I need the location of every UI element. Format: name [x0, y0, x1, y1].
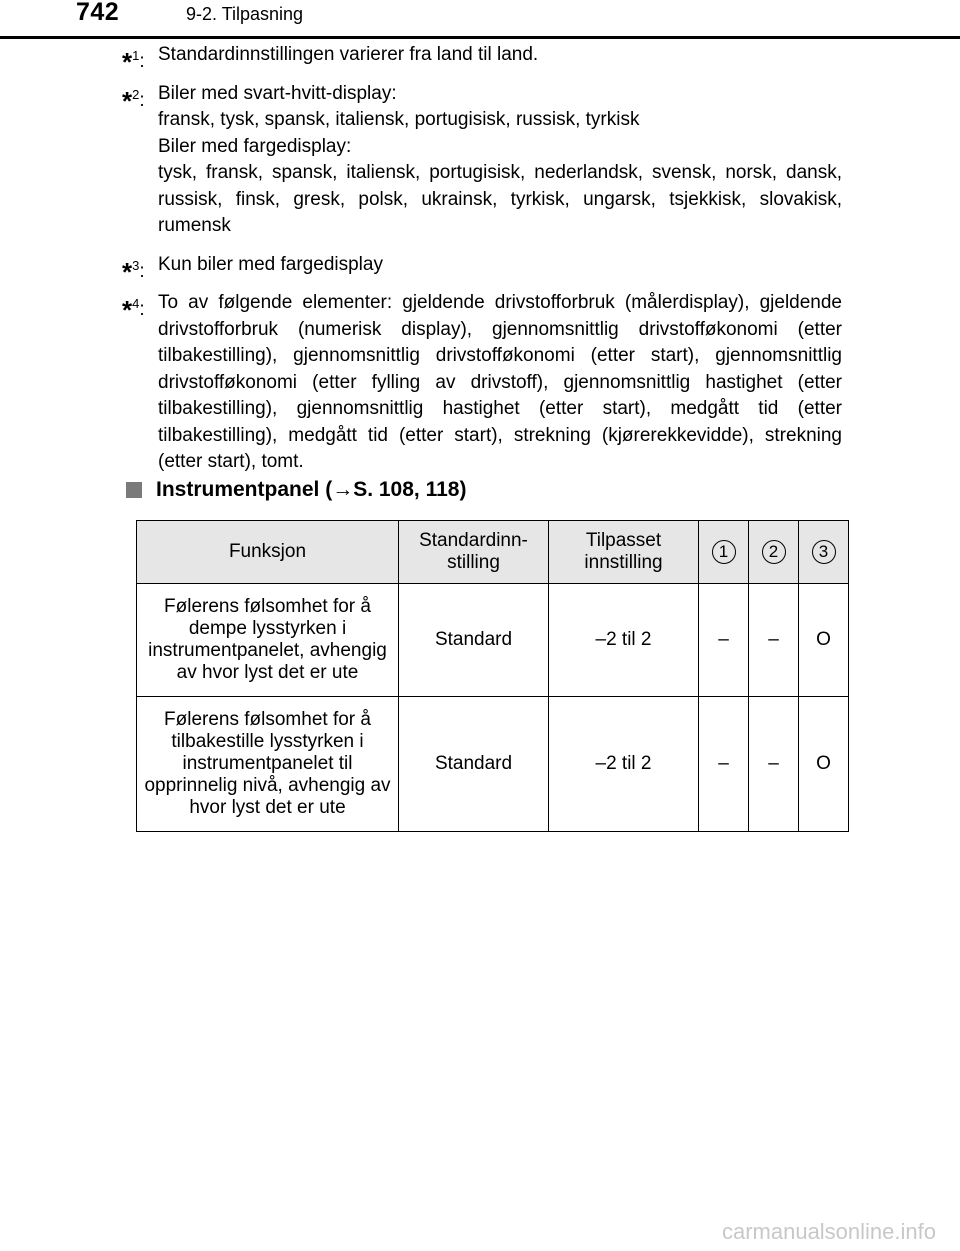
footnote-text: Kun biler med fargedisplay [158, 253, 383, 275]
header-custom: Tilpasset innstilling [549, 521, 699, 584]
footnote-marker: *$^3$: [122, 256, 145, 287]
footnote-text: Standardinnstillingen varierer fra land til land. [158, 44, 539, 65]
header-method-3 [799, 521, 849, 584]
cell-method-2: – [749, 584, 799, 697]
cell-method-1: – [699, 584, 749, 697]
cell-method-2: – [749, 697, 799, 832]
footnote-text: fransk, tysk, spansk, italiensk, portugisisk, russisk, tyrkisk [158, 109, 640, 130]
cell-custom: –2 til 2 [549, 584, 699, 697]
cell-function: Følerens følsomhet for å dempe lysstyrken i instrumentpanelet, avhengig av hvor lyst det er ute [137, 584, 399, 697]
footnote-1 [122, 42, 842, 77]
header-method-2 [749, 521, 799, 584]
watermark: carmanualsonline.info [721, 1219, 936, 1244]
cell-default: Standard [399, 584, 549, 697]
cell-custom: –2 til 2 [549, 697, 699, 832]
footnote-3 [122, 252, 842, 287]
footnote-text: Biler med fargedisplay: [158, 135, 352, 157]
footnote-marker: *$^4$: [122, 295, 145, 325]
section-subheading [126, 478, 466, 502]
cell-method-3: O [799, 584, 849, 697]
square-bullet-icon [126, 482, 142, 498]
arrow-icon: → [332, 478, 354, 501]
table-row [137, 697, 849, 832]
header-rule [0, 36, 960, 39]
footnote-text: Biler med svart-hvitt-display: [158, 82, 397, 104]
cell-method-3: O [799, 697, 849, 832]
header-function: Funksjon [137, 521, 399, 584]
header-method-1 [699, 521, 749, 584]
footnotes [122, 42, 842, 488]
footnote-2 [122, 81, 842, 240]
footnote-text: To av følgende elementer: gjeldende drivstofforbruk (målerdisplay), gjeldende drivstofforbruk (numerisk display), gjennomsnittlig drivstofføkonomi (etter tilbakestilling), gjennomsnittlig drivstofføkonomi (etter start), gjennomsnittlig drivstofføkonomi (etter fylling av drivstoff), gjennomsnittlig hastighet (etter tilbakestilling), gjennomsnittlig hastighet (etter start), medgått tid (etter tilbakestilling), medgått tid (etter start), strekning (kjørerekkevidde), strekning (etter start), tomt. [158, 292, 842, 472]
footnote-marker: *$^1$: [122, 47, 145, 77]
settings-table [136, 520, 849, 832]
cell-method-1: – [699, 697, 749, 832]
cell-default: Standard [399, 697, 549, 832]
footnote-text: tysk, fransk, spansk, italiensk, portugisisk, nederlandsk, svensk, norsk, dansk, russisk, finsk, gresk, polsk, ukrainsk, tyrkisk, ungarsk, tsjekkisk, slovakisk, rumensk [158, 162, 842, 236]
page-number: 742 [76, 0, 120, 26]
circled-3-icon: 3 [812, 540, 836, 564]
circled-2-icon: 2 [762, 540, 786, 564]
footnote-4 [122, 290, 842, 476]
section-title: 9-2. Tilpasning [186, 4, 304, 24]
circled-1-icon: 1 [712, 540, 736, 564]
header-default: Standardinn-stilling [399, 521, 549, 584]
footnote-marker: *$^2$: [122, 85, 145, 116]
table-header-row [137, 521, 849, 584]
subheading-ref: S. 108, 118) [353, 478, 467, 501]
subheading-text: Instrumentpanel ( [156, 478, 333, 501]
table-row [137, 584, 849, 697]
cell-function: Følerens følsomhet for å tilbakestille lysstyrken i instrumentpanelet til opprinnelig nivå, avhengig av hvor lyst det er ute [137, 697, 399, 832]
